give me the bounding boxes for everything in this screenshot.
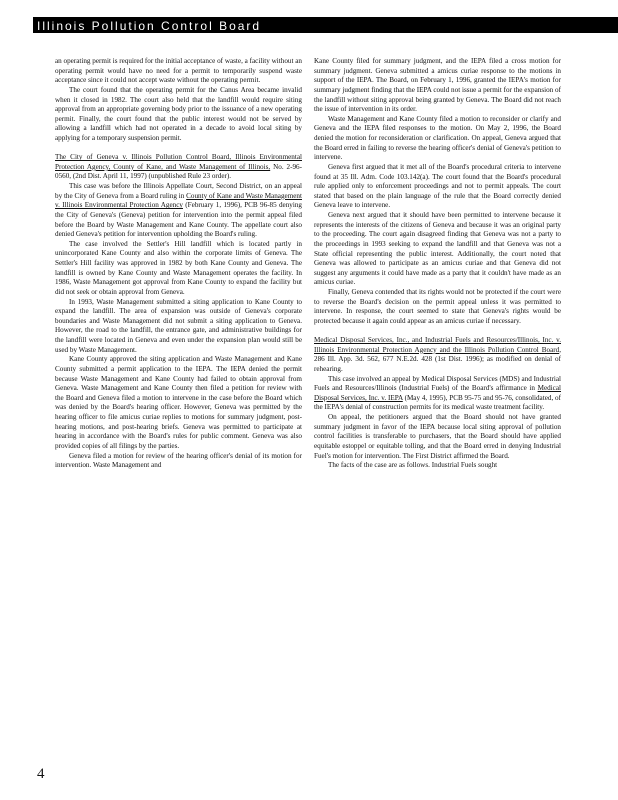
- paragraph: In 1993, Waste Management submitted a siting application to Kane County to expand the landfill. The area of expansion was outside of Geneva's corporate boundaries and Waste Management did not submit a siting application to Geneva. However, the road to the landfill, the entrance gate, and administrative buildings for the landfill were located in Geneva and even under the expansion plan would still be used by Waste Management.: [55, 297, 302, 354]
- left-column: [55, 57, 302, 471]
- case-citation: , 286 Ill. App. 3d. 562, 677 N.E.2d. 428 (1st Dist. 1996); as modified on denial of rehearing.: [314, 345, 561, 373]
- page-number: 4: [37, 766, 45, 782]
- paragraph: Geneva filed a motion for review of the hearing officer's denial of its motion for intervention. Waste Management and: [55, 451, 302, 470]
- case-caption: Medical Disposal Services, Inc., and Industrial Fuels and Resources/Illinois, Inc. v. Illinois Environmental Protection Agency and the Illinois Pollution Control Board: [314, 336, 561, 354]
- paragraph: Finally, Geneva contended that its rights would not be protected if the court were to reverse the Board's decision on the permit appeal unless it was permitted to intervene. In response, the court seemed to state that Geneva's rights would be protected because it again could appear as an amicus curiae if necessary.: [314, 288, 561, 325]
- paragraph: This case involved an appeal by Medical Disposal Services (MDS) and Industrial Fuels and Resources/Illinois (Industrial Fuels) of the Board's affirmance in Medical Disposal Services, Inc. v. IEPA (May 4, 1995), PCB 95-75 and 95-76, consolidated, of the IEPA's denial of construction permits for its medical waste treatment facility.: [314, 374, 561, 412]
- case-citation: No. 2-96-0560, (2nd Dist. April 11, 1997) (unpublished Rule 23 order).: [55, 162, 302, 181]
- paragraph: Kane County approved the siting application and Waste Management and Kane County submitted a permit application to the IEPA. The IEPA denied the permit because Waste Management and Kane County had failed to obtain approval from Geneva. Waste Management and Kane County then filed a petition for review with the Board and Geneva filed a motion to intervene in the case before the Board which was denied by the Board's hearing officer. However, Geneva was permitted by the hearing officer to file amicus curiae replies to motions for summary judgment, post-hearing motions, and post-hearing briefs. Geneva was permitted to participate at hearing in accordance with the Board's rules for public comment. Geneva was also provided copies of all filings by the parties.: [55, 355, 302, 450]
- case-heading: [314, 336, 561, 375]
- paragraph: On appeal, the petitioners argued that the Board should not have granted summary judgment in favor of the IEPA because local siting approval of pollution control facilities is transferable to purchasers, that the Board should have applied equitable estoppel or equitable tolling, and that the Board erred in denying Industrial Fuel's motion for intervention. The First District affirmed the Board.: [314, 413, 561, 460]
- paragraph: This case was before the Illinois Appellate Court, Second District, on an appeal by the City of Geneva from a Board ruling in County of Kane and Waste Management v. Illinois Environmental Protection Agency (February 1, 1996), PCB 96-85 denying the City of Geneva's (Geneva) petition for intervention into the permit appeal filed before the Board by Waste Management and Kane County. The appellate court also denied Geneva's petition for intervention upholding the Board's ruling.: [55, 182, 302, 239]
- case-reference: County of Kane and Waste Management v. Illinois Environmental Protection Agency: [55, 191, 302, 210]
- paragraph: Geneva first argued that it met all of the Board's procedural criteria to intervene found at 35 Ill. Adm. Code 103.142(a). The court found that the Board's procedural rule applied only to enforcement proceedings and not to permit appeals. The court stated that based on the plain language of the rule that the Board correctly denied Geneva leave to intervene.: [314, 162, 561, 210]
- right-column: [314, 57, 561, 471]
- paragraph: The facts of the case are as follows. Industrial Fuels sought: [328, 461, 498, 470]
- page-header: [33, 17, 618, 33]
- case-heading: [55, 153, 302, 182]
- header-title: Illinois Pollution Control Board: [37, 19, 262, 33]
- paragraph: Kane County filed for summary judgment, and the IEPA filed a cross motion for summary judgment. Geneva submitted a amicus curiae response to the motions in support of the IEPA. The Board, on February 1, 1996, granted the IEPA's motion for summary judgment finding that the IEPA could not issue a permit for the expansion of the landfill without siting approval being granted by Geneva. The Board did not reach the issue of intervention in its order.: [314, 57, 561, 114]
- paragraph: The case involved the Settler's Hill landfill which is located partly in unincorporated Kane County and also within the corporate limits of Geneva. The Settler's Hill facility was approved in 1982 by both Kane County and Geneva. The landfill is owned by Kane County and Waste Management operates the facility. In 1986, Waste Management got approval from Kane County to expand the facility but did not seek or obtain approval from Geneva.: [55, 239, 302, 296]
- case-reference: Medical Disposal Services, Inc. v. IEPA: [314, 384, 561, 402]
- paragraph: The court found that the operating permit for the Canus Area became invalid when it closed in 1982. The court also held that the landfill would require siting approval from an appropriate governing body prior to the issuance of a new operating permit. Finally, the court found that the public interest would not be served by allowing a landfill which had not operated in a decade to avoid local siting by applying for a temporary suspension permit.: [55, 85, 302, 142]
- paragraph: Waste Management and Kane County filed a motion to reconsider or clarify and Geneva and the IEPA filed responses to the motion. On May 2, 1996, the Board denied the motion for reconsideration or clarification. On appeal, Geneva argued that the Board erred in failing to reverse the hearing officer's denial of Geneva's petition to intervene.: [314, 114, 561, 162]
- paragraph: Geneva next argued that it should have been permitted to intervene because it represents the interests of the citizens of Geneva and because it was an original party to the proceeding. The court again disagreed finding that Geneva was not a party to the proceedings in 1993 seeking to expand the landfill and that Geneva was not a State official representing the public interest. Additionally, the court noted that Geneva was allowed to participate as an amicus curiae and that Geneva did not suggest any arguments it could have made as a party that it couldn't have made as an amicus curiae.: [314, 211, 561, 287]
- paragraph: an operating permit is required for the initial acceptance of waste, a facility without an operating permit would have no need for a permit to temporarily suspend waste acceptance since it could not accept waste without the operating permit.: [55, 57, 302, 85]
- case-caption: The City of Geneva v. Illinois Pollution Control Board, Illinois Environmental Protection Agency, County of Kane, and Waste Management of Illinois,: [55, 153, 302, 171]
